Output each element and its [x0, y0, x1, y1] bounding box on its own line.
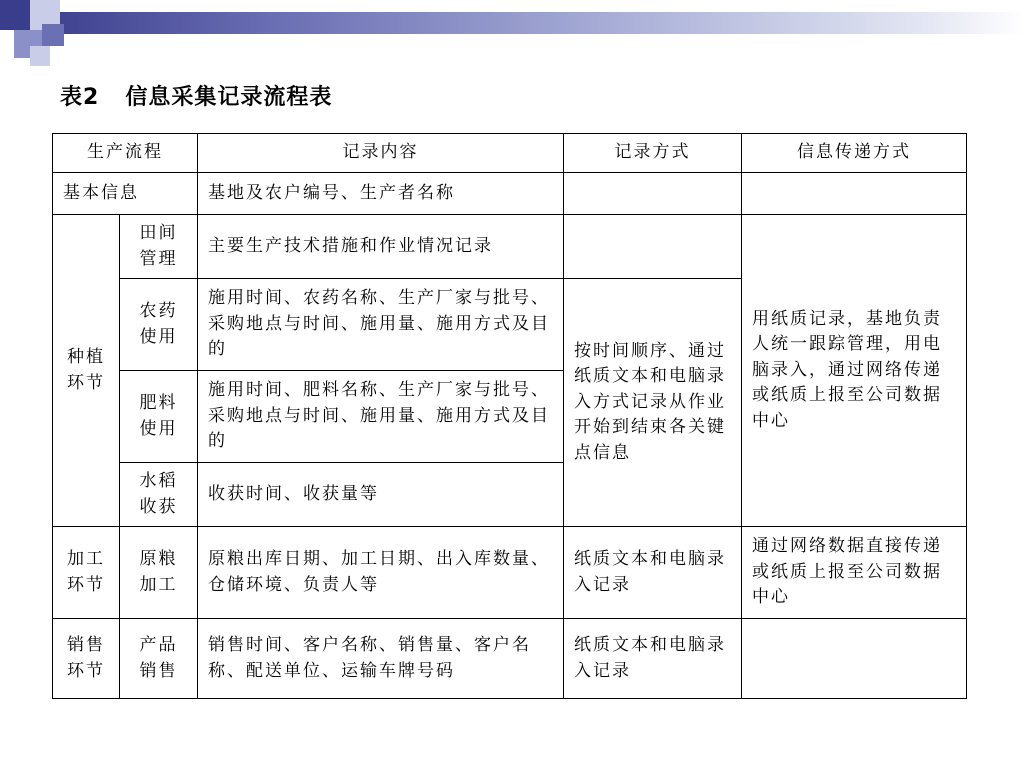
basic-method	[564, 173, 742, 215]
basic-content: 基地及农户编号、生产者名称	[198, 173, 564, 215]
planting-method: 按时间顺序、通过纸质文本和电脑录入方式记录从作业开始到结束各关键点信息	[564, 279, 742, 527]
header-method: 记录方式	[564, 134, 742, 173]
fertilizer-sub: 肥料 使用	[120, 371, 198, 463]
field-sub: 田间 管理	[120, 215, 198, 279]
processing-sub: 原粮 加工	[120, 527, 198, 619]
fertilizer-content: 施用时间、肥料名称、生产厂家与批号、采购地点与时间、施用量、施用方式及目的	[198, 371, 564, 463]
table-row-field	[53, 215, 967, 279]
processing-method: 纸质文本和电脑录入记录	[564, 527, 742, 619]
header-content: 记录内容	[198, 134, 564, 173]
processing-content: 原粮出库日期、加工日期、出入库数量、仓储环境、负责人等	[198, 527, 564, 619]
sales-sub: 产品 销售	[120, 619, 198, 699]
header-gradient-bar	[30, 12, 1024, 34]
processing-transfer: 通过网络数据直接传递或纸质上报至公司数据中心	[742, 527, 967, 619]
table-row-sales	[53, 619, 967, 699]
harvest-content: 收获时间、收获量等	[198, 463, 564, 527]
processing-stage: 加工 环节	[53, 527, 120, 619]
header-stage: 生产流程	[53, 134, 198, 173]
basic-stage: 基本信息	[53, 173, 198, 215]
table-title-text: 信息采集记录流程表	[125, 84, 333, 110]
planting-transfer: 用纸质记录，基地负责人统一跟踪管理，用电脑录入，通过网络传递或纸质上报至公司数据中心	[742, 215, 967, 527]
field-content: 主要生产技术措施和作业情况记录	[198, 215, 564, 279]
header-transfer: 信息传递方式	[742, 134, 967, 173]
info-collection-table	[52, 133, 967, 699]
table-number: 表2	[60, 85, 100, 110]
deco-square-4	[42, 24, 64, 46]
sales-method: 纸质文本和电脑录入记录	[564, 619, 742, 699]
field-method	[564, 215, 742, 279]
basic-transfer	[742, 173, 967, 215]
table-row-processing	[53, 527, 967, 619]
sales-content: 销售时间、客户名称、销售量、客户名称、配送单位、运输车牌号码	[198, 619, 564, 699]
table-title	[60, 80, 332, 111]
deco-square-5	[30, 46, 50, 66]
sales-transfer	[742, 619, 967, 699]
harvest-sub: 水稻 收获	[120, 463, 198, 527]
pesticide-sub: 农药 使用	[120, 279, 198, 371]
sales-stage: 销售 环节	[53, 619, 120, 699]
pesticide-content: 施用时间、农药名称、生产厂家与批号、采购地点与时间、施用量、施用方式及目的	[198, 279, 564, 371]
planting-stage: 种植 环节	[53, 215, 120, 527]
header-row	[53, 134, 967, 173]
table-row-basic	[53, 173, 967, 215]
deco-square-1	[0, 0, 30, 30]
